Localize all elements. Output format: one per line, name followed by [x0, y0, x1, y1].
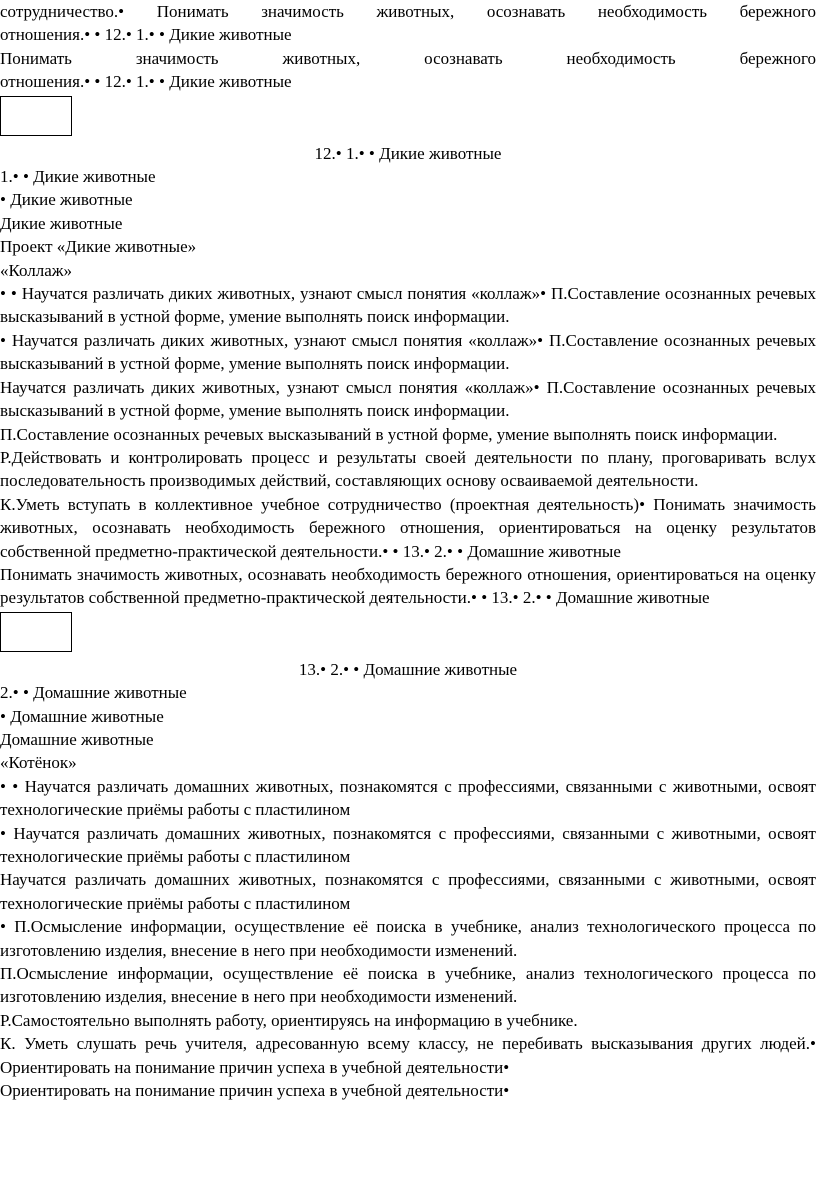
text-line-7: • Дикие животные: [0, 190, 133, 210]
empty-table-cell: [0, 96, 72, 136]
paragraph-2: • Научатся различать диких животных, узнают смысл понятия «коллаж»• П.Составление осознанных речевых высказываний в устной форме, умение выполнять поиск информации.: [0, 330, 816, 374]
text-line-1: сотрудничество.• Понимать значимость животных, осознавать необходимость бережного: [0, 2, 816, 21]
text-line-19: 2.• • Домашние животные: [0, 683, 187, 703]
text-line-6: 1.• • Дикие животные: [0, 167, 156, 187]
paragraph-4: П.Составление осознанных речевых высказываний в устной форме, умение выполнять поиск информации.: [0, 424, 778, 444]
text-line-20: • Домашние животные: [0, 706, 164, 726]
paragraph-14: К. Уметь слушать речь учителя, адресованную всему классу, не перебивать высказывания других людей.• Ориентировать на понимание причин успеха в учебной деятельности•: [0, 1034, 816, 1077]
text-line-8: Дикие животные: [0, 213, 123, 233]
paragraph-6: К.Уметь вступать в коллективное учебное сотрудничество (проектная деятельность)• Понимать значимость животных, осознавать необходимость бережного отношения, ориентироваться на оценку результатов собственной предметно-практической деятельности.• • 13.• 2.• • Домашние животные: [0, 494, 816, 561]
text-line-3: Понимать значимость животных, осознавать необходимость бережного: [0, 48, 816, 68]
paragraph-8: • • Научатся различать домашних животных, познакомятся с профессиями, связанными с животными, освоят технологические приёмы работы с пластилином: [0, 776, 816, 820]
project-title: Проект «Дикие животные»: [0, 237, 197, 257]
centered-heading-wild-animals: 12.• 1.• • Дикие животные: [314, 143, 502, 163]
paragraph-15: Ориентировать на понимание причин успеха в учебной деятельности•: [0, 1081, 510, 1101]
project-collage: «Коллаж»: [0, 260, 73, 280]
paragraph-10: Научатся различать домашних животных, познакомятся с профессиями, связанными с животными, освоят технологические приёмы работы с пластилином: [0, 870, 816, 913]
paragraph-1: • • Научатся различать диких животных, узнают смысл понятия «коллаж»• П.Составление осознанных речевых высказываний в устной форме, умение выполнять поиск информации.: [0, 284, 816, 327]
project-kitten: «Котёнок»: [0, 753, 77, 773]
paragraph-13: Р.Самостоятельно выполнять работу, ориентируясь на информацию в учебнике.: [0, 1010, 578, 1030]
paragraph-7: Понимать значимость животных, осознавать необходимость бережного отношения, ориентироваться на оценку результатов собственной предметно-практической деятельности.• • 13.• 2.• • Домашние животные: [0, 564, 816, 608]
paragraph-3: Научатся различать диких животных, узнают смысл понятия «коллаж»• П.Составление осознанных речевых высказываний в устной форме, умение выполнять поиск информации.: [0, 377, 816, 421]
paragraph-9: • Научатся различать домашних животных, познакомятся с профессиями, связанными с животными, освоят технологические приёмы работы с пластилином: [0, 823, 816, 866]
paragraph-5: Р.Действовать и контролировать процесс и результаты своей деятельности по плану, проговаривать вслух последовательность производимых действий, составляющих основу осваиваемой деятельности.: [0, 447, 816, 491]
text-line-2: отношения.• • 12.• 1.• • Дикие животные: [0, 25, 292, 45]
text-line-21: Домашние животные: [0, 729, 154, 749]
centered-heading-domestic-animals: 13.• 2.• • Домашние животные: [298, 659, 518, 679]
paragraph-12: П.Осмысление информации, осуществление её поиска в учебнике, анализ технологического процесса по изготовлению изделия, внесение в него при необходимости изменений.: [0, 964, 816, 1007]
text-line-4: отношения.• • 12.• 1.• • Дикие животные: [0, 72, 292, 92]
paragraph-11: • П.Осмысление информации, осуществление её поиска в учебнике, анализ технологического процесса по изготовлению изделия, внесение в него при необходимости изменений.: [0, 917, 816, 960]
empty-table-cell-2: [0, 612, 72, 652]
